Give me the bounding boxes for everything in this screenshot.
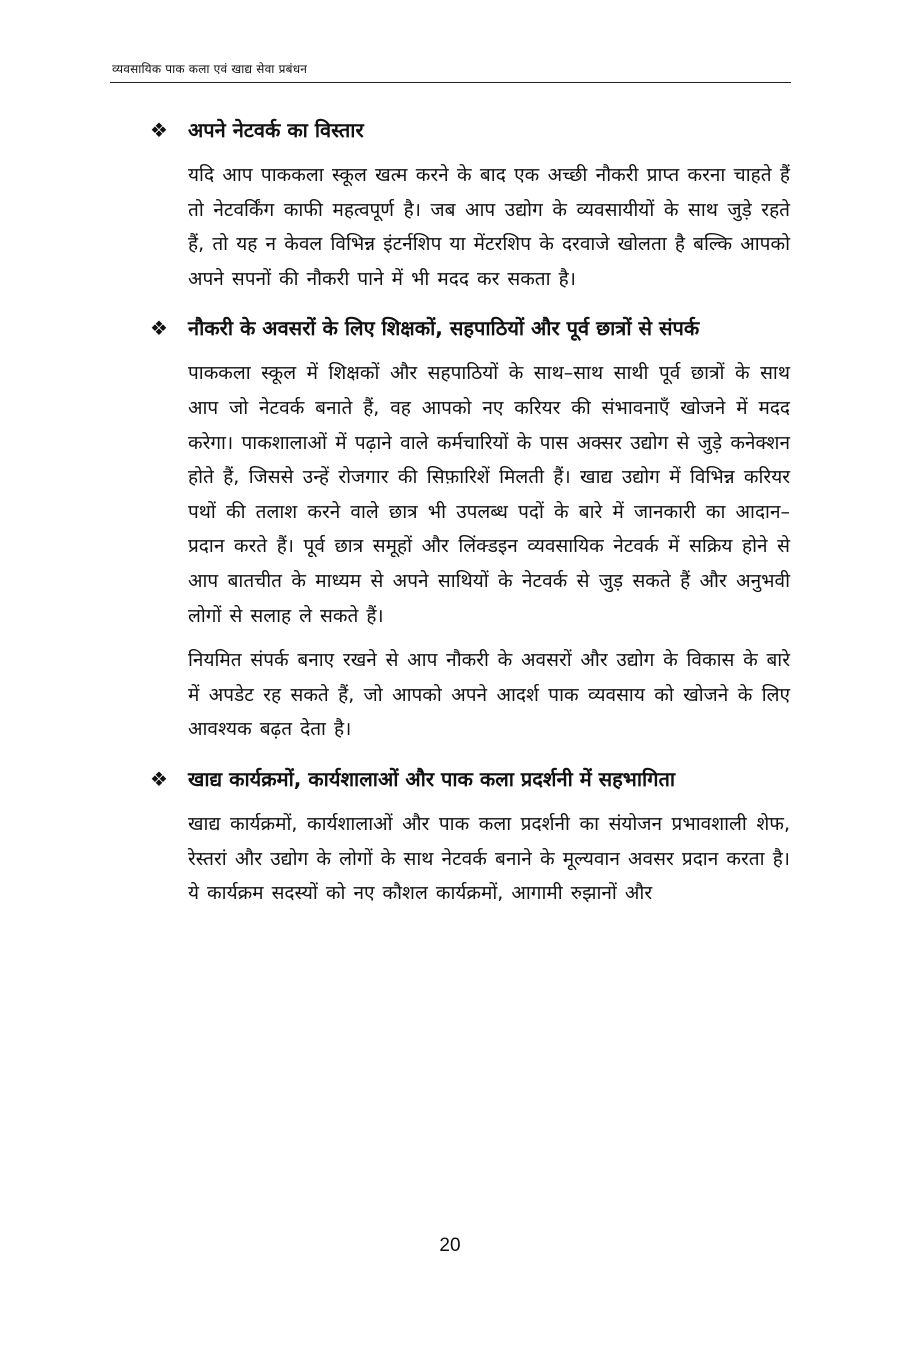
running-header-title: व्यवसायिक पाक कला एवं खाद्य सेवा प्रबंधन — [112, 62, 308, 76]
header-divider — [110, 82, 791, 83]
body-paragraph: नियमित संपर्क बनाए रखने से आप नौकरी के अवसरों और उद्योग के विकास के बारे में अपडेट रह सकते हैं, जो आपको अपने आदर्श पाक व्यवसाय को खोजने के लिए आवश्यक बढ़त देता है। — [188, 649, 790, 741]
body-paragraph: यदि आप पाककला स्कूल खत्म करने के बाद एक अच्छी नौकरी प्राप्त करना चाहते हैं तो नेटवर्किंग काफी महत्वपूर्ण है। जब आप उद्योग के व्यवसायीयों के साथ जुड़े रहते हैं, तो यह न केवल विभिन्न इंटर्नशिप या मेंटरशिप के दरवाजे खोलता है बल्कि आपको अपने सपनों की नौकरी पाने में भी मदद कर सकता है। — [188, 164, 790, 290]
section-contact-teachers-classmates — [150, 310, 790, 747]
section-heading-text: अपने नेटवर्क का विस्तार — [188, 118, 364, 142]
diamond-bullet-icon: ❖ — [150, 766, 168, 791]
section-heading — [150, 310, 790, 346]
section-network-expansion — [150, 112, 790, 296]
section-heading — [150, 761, 790, 797]
section-food-events-participation — [150, 761, 790, 911]
page-body — [150, 112, 790, 921]
section-heading-text: खाद्य कार्यक्रमों, कार्यशालाओं और पाक कला प्रदर्शनी में सहभागिता — [188, 766, 676, 791]
section-heading-text: नौकरी के अवसरों के लिए शिक्षकों, सहपाठियों और पूर्व छात्रों से संपर्क — [188, 316, 700, 341]
diamond-bullet-icon: ❖ — [150, 316, 168, 341]
body-paragraph: पाककला स्कूल में शिक्षकों और सहपाठियों के साथ–साथ साथी पूर्व छात्रों के साथ आप जो नेटवर्क बनाते हैं, वह आपको नए करियर की संभावनाएँ खोजने में मदद करेगा। पाकशालाओं में पढ़ाने वाले कर्मचारियों के पास अक्सर उद्योग से जुड़े कनेक्शन होते हैं, जिससे उन्हें रोजगार की सिफ़ारिशें मिलती हैं। खाद्य उद्योग में विभिन्न करियर पथों की तलाश करने वाले छात्र भी उपलब्ध पदों के बारे में जानकारी का आदान–प्रदान करते हैं। पूर्व छात्र समूहों और लिंक्डइन व्यवसायिक नेटवर्क में सक्रिय होने से आप बातचीत के माध्यम से अपने साथियों के नेटवर्क से जुड़ सकते हैं और अनुभवी लोगों से सलाह ले सकते हैं। — [188, 362, 790, 627]
diamond-bullet-icon: ❖ — [150, 118, 168, 142]
body-paragraph: खाद्य कार्यक्रमों, कार्यशालाओं और पाक कला प्रदर्शनी का संयोजन प्रभावशाली शेफ, रेस्तरां और उद्योग के लोगों के साथ नेटवर्क बनाने के मूल्यवान अवसर प्रदान करता है। ये कार्यक्रम सदस्यों को नए कौशल कार्यक्रमों, आगामी रुझानों और — [188, 812, 790, 905]
page-number: 20 — [439, 1235, 461, 1256]
section-heading — [150, 112, 790, 148]
